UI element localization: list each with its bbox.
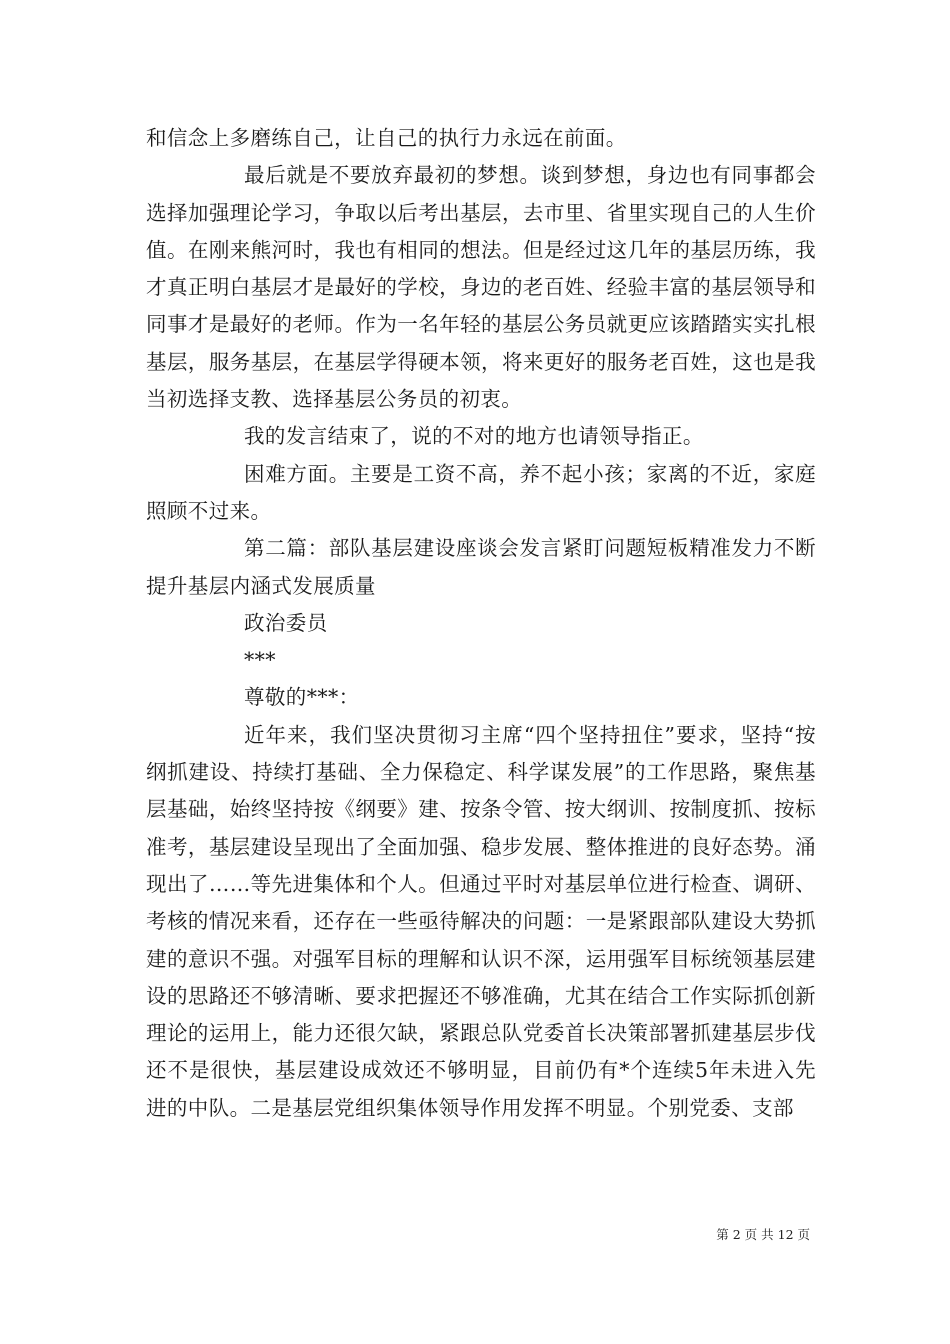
salutation: 尊敬的***： [244, 685, 360, 710]
paragraph-dream: 最后就是不要放弃最初的梦想。谈到梦想，身边也有同事都会选择加强理论学习，争取以后考出基层，去市里、省里实现自己的人生价值。在刚来熊河时，我也有相同的想法。但是经过这几年的基层历练，我才真正明白基层才是最好的学校，身边的老百姓、经验丰富的基层领导和同事才是最好的老师。作为一名年轻的基层公务员就更应该踏踏实实扎根基层，服务基层，在基层学得硬本领，将来更好的服务老百姓，这也是我当初选择支教、选择基层公务员的初衷。 [146, 163, 816, 412]
paragraph-difficulties: 困难方面。主要是工资不高，养不起小孩；家离的不近，家庭照顾不过来。 [146, 461, 816, 523]
paragraph-continuation: 和信念上多磨练自己，让自己的执行力永远在前面。 [146, 126, 627, 150]
section-heading: 第二篇：部队基层建设座谈会发言紧盯问题短板精准发力不断提升基层内涵式发展质量 [146, 536, 816, 598]
paragraph-body: 近年来，我们坚决贯彻习主席“四个坚持扭住”要求，坚持“按纲抓建设、持续打基础、全力保稳定、科学谋发展”的工作思路，聚焦基层基础，始终坚持按《纲要》建、按条令管、按大纲训、按制度抓、按标准考，基层建设呈现出了全面加强、稳步发展、整体推进的良好态势。涌现出了……等先进集体和个人。但通过平时对基层单位进行检查、调研、考核的情况来看，还存在一些亟待解决的问题：一是紧跟部队建设大势抓建的意识不强。对强军目标的理解和认识不深，运用强军目标统领基层建设的思路还不够清晰、要求把握还不够准确，尤其在结合工作实际抓创新理论的运用上，能力还很欠缺，紧跟总队党委首长决策部署抓建基层步伐还不是很快，基层建设成效还不够明显，目前仍有*个连续5年未进入先进的中队。二是基层党组织集体领导作用发挥不明显。个别党委、支部 [146, 722, 816, 1120]
page-number: 第 2 页 共 12 页 [716, 1227, 810, 1242]
paragraph-closing: 我的发言结束了，说的不对的地方也请领导指正。 [244, 424, 704, 449]
document-body [146, 120, 816, 1127]
speaker-title: 政治委员 [244, 610, 328, 635]
speaker-name: *** [244, 648, 276, 673]
